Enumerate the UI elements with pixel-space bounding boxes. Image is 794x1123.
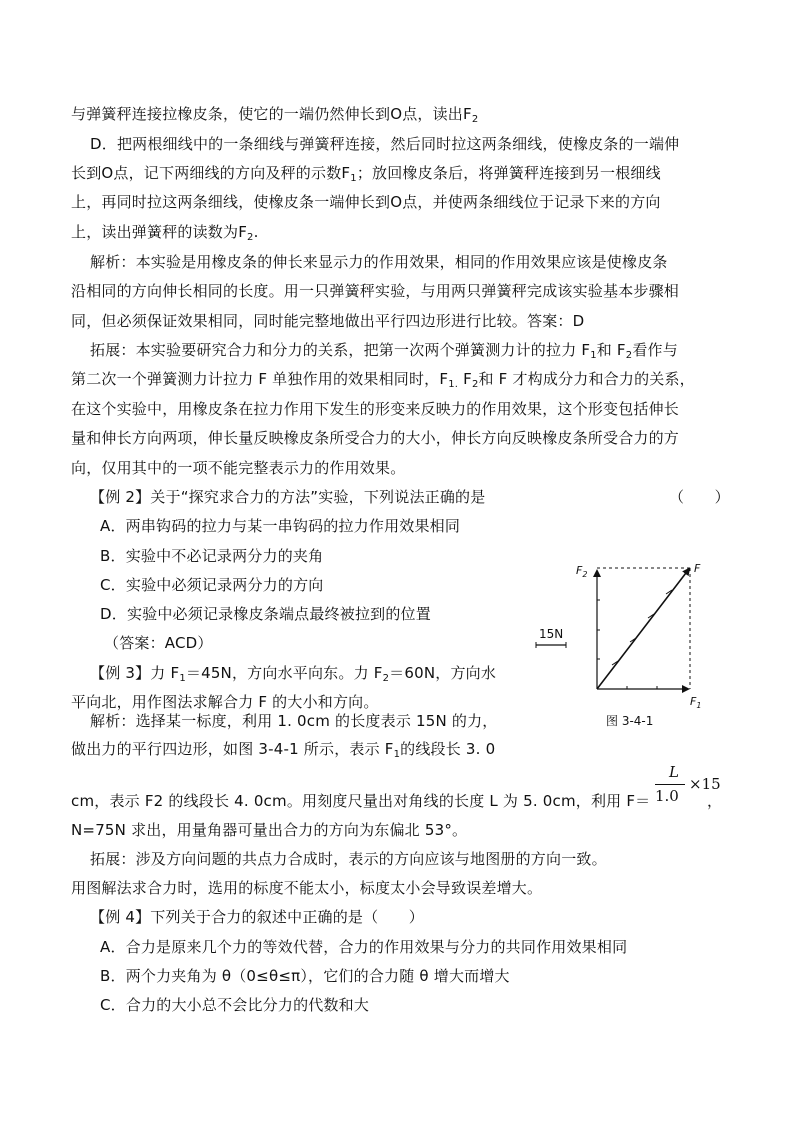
f1-label: $F_1$ xyxy=(690,695,702,710)
text-line: 沿相同的方向伸长相同的长度。用一只弹簧秤实验，与用两只弹簧秤完成该实验基本步骤相 xyxy=(71,282,680,300)
text-line: 用图解法求合力时，选用的标度不能太小，标度太小会导致误差增大。 xyxy=(71,879,543,897)
example-4-stem: 【例 4】下列关于合力的叙述中正确的是（ ） xyxy=(90,908,424,926)
text-line: 上，再同时拉这两条细线，使橡皮条一端伸长到O点，并使两条细线位于记录下来的方向 xyxy=(71,193,661,211)
example-3-stem: 【例 3】力 $F_1=45N$，方向水平向东。力 $F_2=60N$，方向水 xyxy=(90,664,497,684)
formula-fraction xyxy=(655,763,725,807)
scale-label: 15N xyxy=(539,627,564,641)
analysis-line: 解析：本实验是用橡皮条的伸长来显示力的作用效果，相同的作用效果应该是使橡皮条 xyxy=(90,253,668,271)
fraction-bar xyxy=(655,784,685,785)
text-line: 第二次一个弹簧测力计拉力 F 单独作用的效果相同时，$F_{1.}$ $F_2$和 F 才构成分力和合力的关系， xyxy=(71,370,695,390)
f2-label: $F_2$ xyxy=(576,564,588,579)
fraction-multiplier: ×15 xyxy=(689,775,721,793)
option-c: C．合力的大小总不会比分力的代数和大 xyxy=(100,996,370,1014)
fraction-numerator: L xyxy=(669,763,679,781)
text-line: 同，但必须保证效果相同，同时能完整地做出平行四边形进行比较。答案：D xyxy=(71,312,585,330)
option-a: A．两串钩码的拉力与某一串钩码的拉力作用效果相同 xyxy=(100,517,461,535)
option-d: D．实验中必须记录橡皮条端点最终被拉到的位置 xyxy=(100,605,431,623)
option-b: B．两个力夹角为 θ（0≤θ≤π），它们的合力随 θ 增大而增大 xyxy=(100,967,510,985)
figure-caption: 图 3-4-1 xyxy=(606,714,654,728)
text-line: 量和伸长方向两项，伸长量反映橡皮条所受合力的大小，伸长方向反映橡皮条所受合力的方 xyxy=(71,429,680,447)
text-line: N=75N 求出，用量角器可量出合力的方向为东偏北 53°。 xyxy=(71,821,468,839)
example-2-stem: 【例 2】关于“探究求合力的方法”实验，下列说法正确的是 xyxy=(90,488,486,506)
extension-line: 拓展：涉及方向问题的共点力合成时，表示的方向应该与地图册的方向一致。 xyxy=(90,850,607,868)
option-c: C．实验中必须记录两分力的方向 xyxy=(100,576,324,594)
fraction-denominator: 1.0 xyxy=(655,787,679,805)
answer-paren: （ ） xyxy=(669,488,730,506)
text-line: 与弹簧秤连接拉橡皮条，使它的一端仍然伸长到O点，读出$F_2$ xyxy=(71,105,479,125)
text-line: 做出力的平行四边形，如图 3-4-1 所示，表示 $F_1$的线段长 3. 0 xyxy=(71,740,496,760)
answer-text: （答案：ACD） xyxy=(104,634,213,652)
analysis-line: 解析：选择某一标度，利用 1. 0cm 的长度表示 15N 的力， xyxy=(90,712,498,730)
force-parallelogram-figure xyxy=(530,555,720,735)
option-d-line: D．把两根细线中的一条细线与弹簧秤连接，然后同时拉这两条细线，使橡皮条的一端伸 xyxy=(90,135,680,153)
text-line: 平向北，用作图法求解合力 F 的大小和方向。 xyxy=(71,693,379,711)
option-b: B．实验中不必记录两分力的夹角 xyxy=(100,547,324,565)
text-line: 在这个实验中，用橡皮条在拉力作用下发生的形变来反映力的作用效果，这个形变包括伸长 xyxy=(71,400,680,418)
text-line: 上，读出弹簧秤的读数为$F_2$. xyxy=(71,223,259,243)
option-a: A．合力是原来几个力的等效代替，合力的作用效果与分力的共同作用效果相同 xyxy=(100,938,628,956)
text-line: 向，仅用其中的一项不能完整表示力的作用效果。 xyxy=(71,459,406,477)
text-line: cm，表示 F2 的线段长 4. 0cm。用刻度尺量出对角线的长度 L 为 5. 0cm，利用 F＝ xyxy=(71,792,651,810)
text-line: 长到O点，记下两细线的方向及秤的示数$F_1$；放回橡皮条后，将弹簧秤连接到另一根细线 xyxy=(71,164,661,184)
extension-line: 拓展：本实验要研究合力和分力的关系，把第一次两个弹簧测力计的拉力 $F_1$和 $F_2$看作与 xyxy=(90,341,678,361)
f-label: F xyxy=(694,562,701,575)
resultant-vector xyxy=(597,569,689,689)
comma: ， xyxy=(707,792,723,810)
